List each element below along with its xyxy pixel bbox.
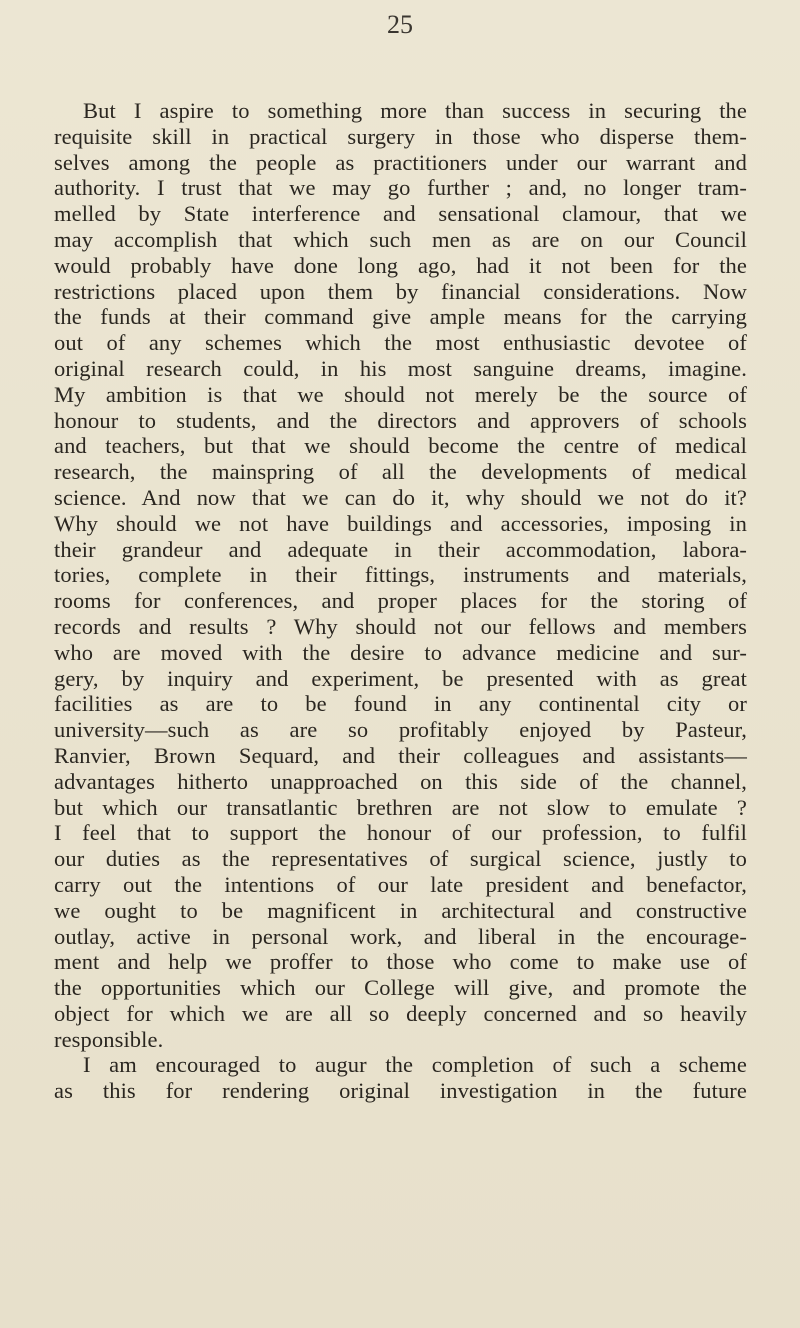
text-line: melled by State interference and sensational clamour, that we — [54, 201, 747, 227]
text-line: advantages hitherto unapproached on this side of the channel, — [54, 768, 747, 794]
text-line: our duties as the representatives of surgical science, justly to — [54, 846, 747, 872]
text-line: outlay, active in personal work, and liberal in the encourage- — [54, 923, 747, 949]
text-line: the opportunities which our College will give, and promote the — [54, 975, 747, 1001]
text-line: selves among the people as practitioners under our warrant and — [54, 149, 747, 175]
text-line: requisite skill in practical surgery in those who disperse them- — [54, 123, 747, 149]
text-line: gery, by inquiry and experiment, be presented with as great — [54, 665, 747, 691]
page-number: 25 — [387, 10, 413, 39]
text-line: authority. I trust that we may go further ; and, no longer tram- — [54, 175, 747, 201]
text-line: science. And now that we can do it, why should we not do it? — [54, 484, 747, 510]
text-line: the funds at their command give ample means for the carrying — [54, 304, 747, 330]
text-line: their grandeur and adequate in their accommodation, labora- — [54, 536, 747, 562]
text-line: honour to students, and the directors and approvers of schools — [54, 407, 747, 433]
text-line: we ought to be magnificent in architectural and constructive — [54, 897, 747, 923]
text-line: But I aspire to something more than success in securing the — [83, 98, 747, 123]
paragraph-1 — [54, 98, 747, 1052]
text-line: but which our transatlantic brethren are not slow to emulate ? — [54, 794, 747, 820]
text-line: responsible. — [54, 1026, 164, 1052]
text-line: research, the mainspring of all the developments of medical — [54, 459, 747, 485]
text-line: who are moved with the desire to advance medicine and sur- — [54, 639, 747, 665]
text-line: object for which we are all so deeply concerned and so heavily — [54, 1000, 747, 1026]
text-line: Why should we not have buildings and accessories, imposing in — [54, 510, 747, 536]
text-line: university—such as are so profitably enjoyed by Pasteur, — [54, 717, 747, 743]
text-line: I am encouraged to augur the completion of such a scheme — [83, 1052, 747, 1078]
text-line: rooms for conferences, and proper places for the storing of — [54, 588, 747, 614]
text-line: may accomplish that which such men as are on our Council — [54, 226, 747, 252]
text-line: ment and help we proffer to those who come to make use of — [54, 949, 747, 975]
text-line: Ranvier, Brown Sequard, and their colleagues and assistants— — [54, 742, 747, 768]
text-line: facilities as are to be found in any continental city or — [54, 691, 747, 717]
text-line: I feel that to support the honour of our profession, to fulfil — [54, 820, 747, 846]
paragraph-2 — [54, 1052, 747, 1104]
text-line: out of any schemes which the most enthusiastic devotee of — [54, 330, 747, 356]
text-line: records and results ? Why should not our fellows and members — [54, 613, 747, 639]
text-line: My ambition is that we should not merely be the source of — [54, 381, 747, 407]
text-line: as this for rendering original investigation in the future — [54, 1078, 747, 1104]
body-text — [54, 98, 747, 1104]
text-line: restrictions placed upon them by financial considerations. Now — [54, 278, 747, 304]
text-line: tories, complete in their fittings, instruments and materials, — [54, 562, 747, 588]
text-line: and teachers, but that we should become the centre of medical — [54, 433, 747, 459]
text-line: carry out the intentions of our late president and benefactor, — [54, 871, 747, 897]
text-line: would probably have done long ago, had it not been for the — [54, 252, 747, 278]
text-line: original research could, in his most sanguine dreams, imagine. — [54, 355, 747, 381]
